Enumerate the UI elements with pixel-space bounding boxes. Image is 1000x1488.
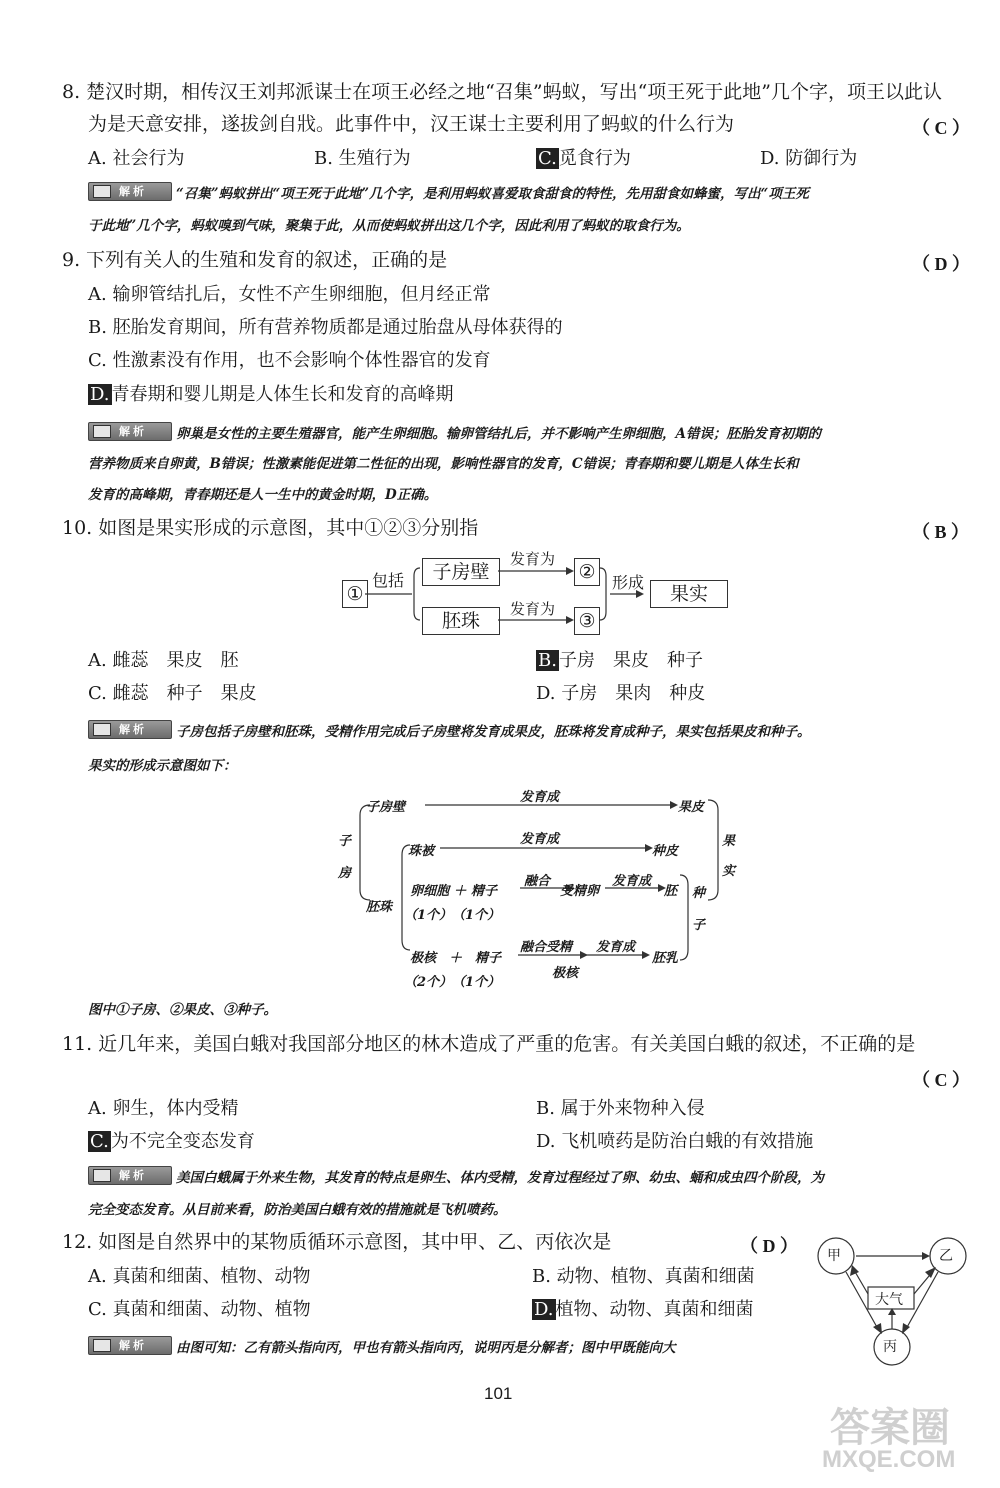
- q9-stem: 9. 下列有关人的生殖和发育的叙述，正确的是: [62, 249, 448, 271]
- diagram-develop-label-2: 发育为: [510, 600, 556, 618]
- cycle-yi: 乙: [939, 1248, 953, 1264]
- q9-answer: （ D ）: [912, 254, 970, 274]
- watermark-logo: 答案圈: [830, 1406, 950, 1450]
- analysis-badge: 解析: [88, 422, 172, 441]
- diagram-label-2: ②: [574, 558, 600, 586]
- cycle-jia: 甲: [827, 1248, 841, 1264]
- q8-option-c: [536, 142, 631, 175]
- q8-answer: （ C ）: [912, 118, 970, 138]
- q8-explanation-line2: 于此地”几个字，蚂蚁嗅到气味，聚集于此，从而使蚂蚁拼出这几个字，因此利用了蚂蚁的取食行为。: [88, 218, 690, 234]
- q9-option-b: B. 胚胎发育期间，所有营养物质都是通过胎盘从母体获得的: [88, 317, 563, 338]
- d2-fuse1: 融合: [524, 874, 551, 889]
- diagram-develop-label-1: 发育为: [510, 550, 556, 568]
- q10-answer: （ B ）: [912, 522, 970, 542]
- diagram-fruit: 果实: [650, 580, 728, 608]
- q9-explanation-line1: 解析 卵巢是女性的主要生殖器官，能产生卵细胞。输卵管结扎后，并不影响产生卵细胞，A错误；胚胎发育初期的: [88, 420, 821, 448]
- q11-explanation-line1: 解析 美国白蛾属于外来生物，其发育的特点是卵生、体内受精，发育过程经过了卵、幼虫、蛹和成虫四个阶段，为: [88, 1164, 824, 1192]
- q10-option-a: A. 雌蕊 果皮 胚: [88, 650, 239, 671]
- d2-fang: 房: [338, 866, 352, 881]
- q10-option-b-text: 子房 果皮 种子: [558, 650, 703, 671]
- q11-option-c-letter: C.: [90, 1131, 109, 1152]
- q12-stem: 12. 如图是自然界中的某物质循环示意图，其中甲、乙、丙依次是: [62, 1231, 612, 1253]
- analysis-badge: 解析: [88, 1336, 172, 1355]
- diagram-label-1: ①: [342, 580, 368, 608]
- diagram-include-label: 包括: [372, 571, 405, 590]
- q12-explanation-line1: 解析 由图可知：乙有箭头指向丙，甲也有箭头指向丙，说明丙是分解者；图中甲既能向大: [88, 1334, 676, 1362]
- d2-polar-count: （2个） （1个）: [404, 975, 501, 990]
- q10-explanation-line2: 果实的形成示意图如下：: [88, 758, 237, 774]
- d2-fuse2: 融合受精: [520, 940, 573, 955]
- d2-ovary-wall: 子房壁: [366, 800, 406, 815]
- q10-explanation-line3: 图中①子房、②果皮、③种子。: [88, 1002, 277, 1018]
- d2-seed2: 子: [692, 918, 706, 933]
- d2-endosperm: 胚乳: [652, 951, 679, 966]
- q11-option-a: A. 卵生，体内受精: [88, 1098, 239, 1119]
- q11-explanation-line2: 完全变态发育。从目前来看，防治美国白蛾有效的措施就是飞机喷药。: [88, 1202, 507, 1218]
- d2-embryo: 胚: [664, 884, 678, 899]
- q8-option-d: D. 防御行为: [760, 148, 858, 169]
- analysis-badge: 解析: [88, 1166, 172, 1185]
- q12-option-d: [532, 1293, 754, 1326]
- q10-option-b: [536, 644, 703, 677]
- q10-option-b-letter: B.: [538, 650, 557, 671]
- q11-option-d: D. 飞机喷药是防治白蛾的有效措施: [536, 1131, 814, 1152]
- q8-option-a: A. 社会行为: [88, 148, 185, 169]
- q8-option-b: B. 生殖行为: [314, 148, 411, 169]
- d2-zygote: 受精卵: [560, 884, 600, 899]
- d2-polar-sperm: 极核 ＋ 精子: [410, 951, 502, 966]
- cycle-bing: 丙: [883, 1339, 897, 1355]
- diagram-ovule: 胚珠: [422, 607, 500, 635]
- diagram-label-3: ③: [574, 607, 600, 635]
- q10-stem: 10. 如图是果实形成的示意图，其中①②③分别指: [62, 517, 479, 539]
- q8-stem-line1: 8. 楚汉时期，相传汉王刘邦派谋士在项王必经之地“召集”蚂蚁，写出“项王死于此地”几个字，项王以此认: [62, 81, 943, 103]
- q9-explanation-line2: 营养物质来自卵黄，B错误；性激素能促进第二性征的出现，影响性器官的发育，C错误；青春期和婴儿期是人体生长和: [88, 456, 799, 472]
- d2-seed1: 种: [692, 886, 706, 901]
- q12-option-a: A. 真菌和细菌、植物、动物: [88, 1266, 311, 1287]
- watermark-url: MXQE.COM: [822, 1446, 956, 1473]
- diagram-ovary-wall: 子房壁: [422, 558, 500, 586]
- d2-integument: 珠被: [408, 844, 435, 859]
- q12-option-b: B. 动物、植物、真菌和细菌: [532, 1266, 755, 1287]
- q8-stem-line2: 为是天意安排，遂拔剑自戕。此事件中，汉王谋士主要利用了蚂蚁的什么行为: [88, 113, 735, 135]
- q9-option-d-letter: D.: [90, 384, 110, 405]
- q11-stem: 11. 近几年来，美国白蛾对我国部分地区的林木造成了严重的危害。有关美国白蛾的叙述，不正确的是: [62, 1033, 916, 1055]
- d2-zi: 子: [338, 834, 352, 849]
- q10-option-d: D. 子房 果肉 种皮: [536, 683, 706, 704]
- q11-option-b: B. 属于外来物种入侵: [536, 1098, 705, 1119]
- q9-explanation-line3: 发育的高峰期，青春期还是人一生中的黄金时期，D正确。: [88, 487, 438, 503]
- cycle-air: 大气: [875, 1292, 903, 1308]
- book-icon: [93, 425, 111, 438]
- d2-pericarp: 果皮: [678, 800, 705, 815]
- q11-answer: （ C ）: [912, 1070, 970, 1090]
- q11-option-c-text: 为不完全变态发育: [110, 1131, 255, 1152]
- q12-option-c: C. 真菌和细菌、动物、植物: [88, 1299, 311, 1320]
- d2-egg-sperm: 卵细胞 ＋ 精子: [410, 884, 498, 899]
- d2-develop-a: 发育成: [520, 790, 560, 805]
- book-icon: [93, 1169, 111, 1182]
- d2-polar-label: 极核: [552, 966, 579, 981]
- q12-option-d-letter: D.: [534, 1299, 554, 1320]
- d2-ovule: 胚珠: [366, 900, 393, 915]
- d2-seed-coat: 种皮: [652, 844, 679, 859]
- d2-develop-d: 发育成: [596, 940, 636, 955]
- d2-develop-b: 发育成: [520, 832, 560, 847]
- q10-explanation-line1: 解析 子房包括子房壁和胚珠，受精作用完成后子房壁将发育成果皮，胚珠将发育成种子，果实包括果皮和种子。: [88, 718, 811, 746]
- d2-develop-c: 发育成: [612, 874, 652, 889]
- d2-fruit1: 果: [722, 834, 736, 849]
- analysis-badge: 解析: [88, 720, 172, 739]
- q8-explanation-line1: 解析 “召集”蚂蚁拼出“项王死于此地”几个字，是利用蚂蚁喜爱取食甜食的特性，先用甜食如蜂蜜，写出“项王死: [88, 180, 809, 208]
- d2-fruit2: 实: [722, 864, 736, 879]
- diagram-form-label: 形成: [612, 573, 645, 592]
- q9-option-d-text: 青春期和婴儿期是人体生长和发育的高峰期: [111, 384, 454, 405]
- q10-option-c: C. 雌蕊 种子 果皮: [88, 683, 257, 704]
- book-icon: [93, 1339, 111, 1352]
- q9-option-d: [88, 378, 454, 411]
- q11-option-c: [88, 1125, 255, 1158]
- page-number: 101: [484, 1384, 513, 1403]
- q12-answer: （ D ）: [740, 1236, 798, 1256]
- q8-option-c-letter: C.: [538, 148, 557, 169]
- q12-option-d-text: 植物、动物、真菌和细菌: [555, 1299, 754, 1320]
- q9-option-c: C. 性激素没有作用，也不会影响个体性器官的发育: [88, 350, 491, 371]
- book-icon: [93, 723, 111, 736]
- q8-option-c-text: 觅食行为: [558, 148, 631, 169]
- analysis-badge: 解析: [88, 182, 172, 201]
- q9-option-a: A. 输卵管结扎后，女性不产生卵细胞，但月经正常: [88, 284, 491, 305]
- book-icon: [93, 185, 111, 198]
- d2-egg-count: （1个） （1个）: [404, 908, 501, 923]
